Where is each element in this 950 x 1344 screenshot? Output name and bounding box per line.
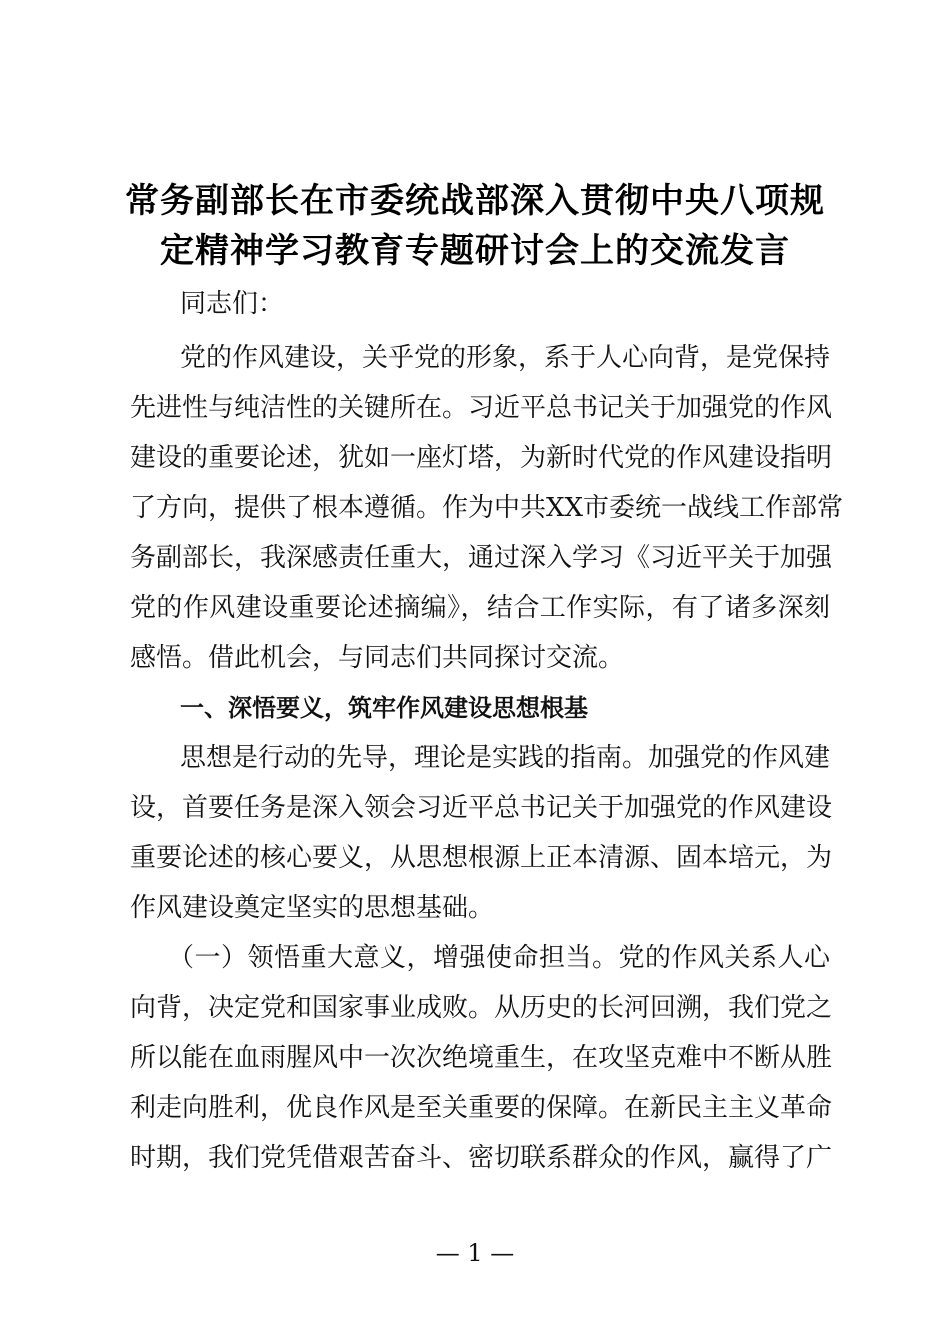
paragraph-line: 了方向，提供了根本遵循。作为中共XX市委统一战线工作部常	[130, 493, 844, 523]
page-title	[120, 176, 830, 276]
paragraph-line: 思想是行动的先导，理论是实践的指南。加强党的作风建	[180, 743, 831, 773]
paragraph-line: 时期，我们党凭借艰苦奋斗、密切联系群众的作风，赢得了广	[130, 1143, 833, 1173]
paragraph-line: 党的作风建设，关乎党的形象，系于人心向背，是党保持	[180, 343, 831, 373]
paragraph-line: 先进性与纯洁性的关键所在。习近平总书记关于加强党的作风	[130, 393, 833, 423]
paragraph-line: 利走向胜利，优良作风是至关重要的保障。在新民主主义革命	[130, 1093, 833, 1123]
section-heading: 一、深悟要义，筑牢作风建设思想根基	[180, 694, 588, 722]
paragraph-line: 设，首要任务是深入领会习近平总书记关于加强党的作风建设	[130, 793, 833, 823]
paragraph-line: 感悟。借此机会，与同志们共同探讨交流。	[130, 643, 625, 673]
salutation: 同志们：	[180, 289, 285, 319]
paragraph-line: 务副部长，我深感责任重大，通过深入学习《习近平关于加强	[130, 543, 833, 573]
page-number: — 1 —	[435, 1239, 515, 1267]
paragraph-line: （一）领悟重大意义，增强使命担当。党的作风关系人心	[168, 943, 830, 973]
title-line-1: 常务副部长在市委统战部深入贯彻中央八项规	[125, 181, 825, 221]
paragraph-line: 建设的重要论述，犹如一座灯塔，为新时代党的作风建设指明	[130, 443, 833, 473]
paragraph-line: 作风建设奠定坚实的思想基础。	[130, 893, 495, 923]
paragraph-line: 所以能在血雨腥风中一次次绝境重生，在攻坚克难中不断从胜	[130, 1043, 833, 1073]
paragraph-line: 重要论述的核心要义，从思想根源上正本清源、固本培元，为	[130, 843, 833, 873]
paragraph-line: 党的作风建设重要论述摘编》，结合工作实际，有了诸多深刻	[130, 593, 830, 623]
paragraph-line: 向背，决定党和国家事业成败。从历史的长河回溯，我们党之	[130, 993, 833, 1023]
title-line-2: 定精神学习教育专题研讨会上的交流发言	[160, 231, 790, 271]
